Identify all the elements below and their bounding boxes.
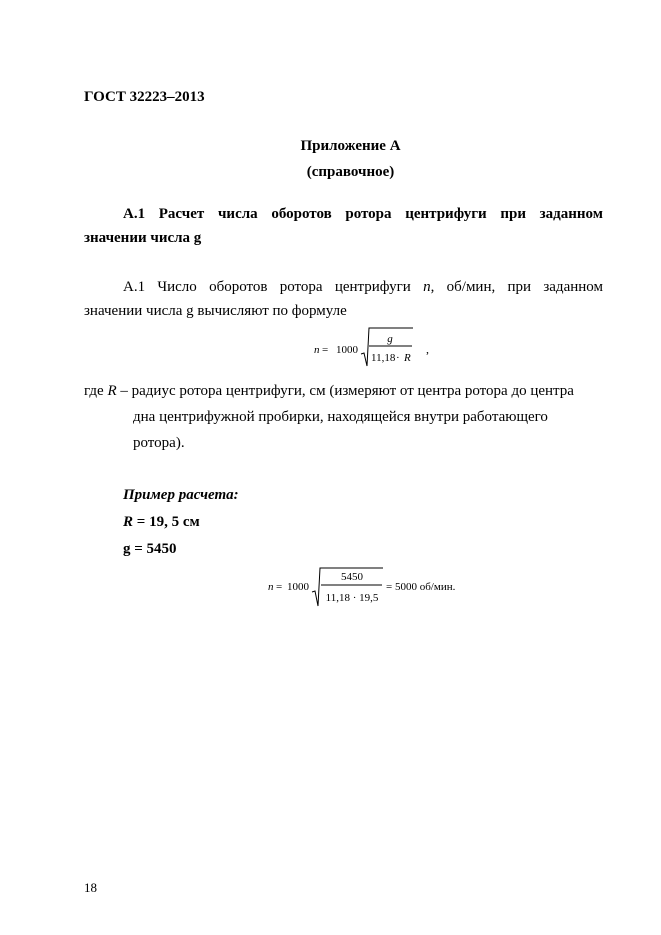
where-text: – радиус ротора центрифуги, см (измеряют от центра ротора до центра <box>116 383 574 399</box>
formula2-eq: = <box>276 581 283 593</box>
appendix-status: (справочное) <box>306 164 395 180</box>
body-paragraph <box>84 275 603 323</box>
formula-numerator: g <box>387 333 393 345</box>
paragraph-text: А.1 Число оборотов ротора центрифуги <box>123 279 424 295</box>
page-number: 18 <box>84 880 97 895</box>
example-title: Пример расчета: <box>123 487 239 503</box>
appendix-heading <box>0 133 661 185</box>
formula-denominator-var: R <box>404 352 411 364</box>
document-code: ГОСТ 32223–2013 <box>84 89 205 105</box>
formula2-result: = 5000 об/мин. <box>386 581 456 593</box>
formula2-numerator: 5450 <box>341 571 363 583</box>
formula-example <box>255 566 485 610</box>
where-line1 <box>84 378 644 404</box>
where-line2: дна центрифужной пробирки, находящейся внутри работающего <box>133 409 548 425</box>
section-heading <box>84 202 603 250</box>
formula-denominator-number: 11,18 <box>371 352 396 364</box>
example-g-value: g = 5450 <box>123 541 177 557</box>
formula-dot: · <box>396 352 400 364</box>
section-heading-line1: А.1 Расчет числа оборотов ротора центрифуги при заданном <box>123 206 603 222</box>
example-r-value <box>123 514 200 531</box>
formula-comma: , <box>426 342 429 356</box>
formula2-coef: 1000 <box>287 581 309 593</box>
variable-r: R <box>123 514 134 530</box>
example-r-text: = 19, 5 см <box>133 514 200 530</box>
formula-eq: = <box>322 344 329 356</box>
paragraph-line1 <box>84 275 603 299</box>
formula-lhs: n <box>314 344 320 356</box>
formula2-denominator: 11,18 · 19,5 <box>325 592 379 604</box>
appendix-title: Приложение А <box>300 138 401 154</box>
paragraph-line2: значении числа g вычисляют по формуле <box>84 303 347 319</box>
formula-rpm <box>300 326 450 370</box>
where-text: где <box>84 383 108 399</box>
section-heading-line2: значении числа g <box>84 230 202 246</box>
where-line3: ротора). <box>133 435 185 451</box>
variable-n: n <box>423 279 431 295</box>
paragraph-text: , об/мин, при заданном <box>430 279 603 295</box>
formula-coef: 1000 <box>336 344 358 356</box>
formula2-lhs: n <box>268 581 274 593</box>
variable-r: R <box>107 383 117 399</box>
where-clause <box>84 378 644 456</box>
